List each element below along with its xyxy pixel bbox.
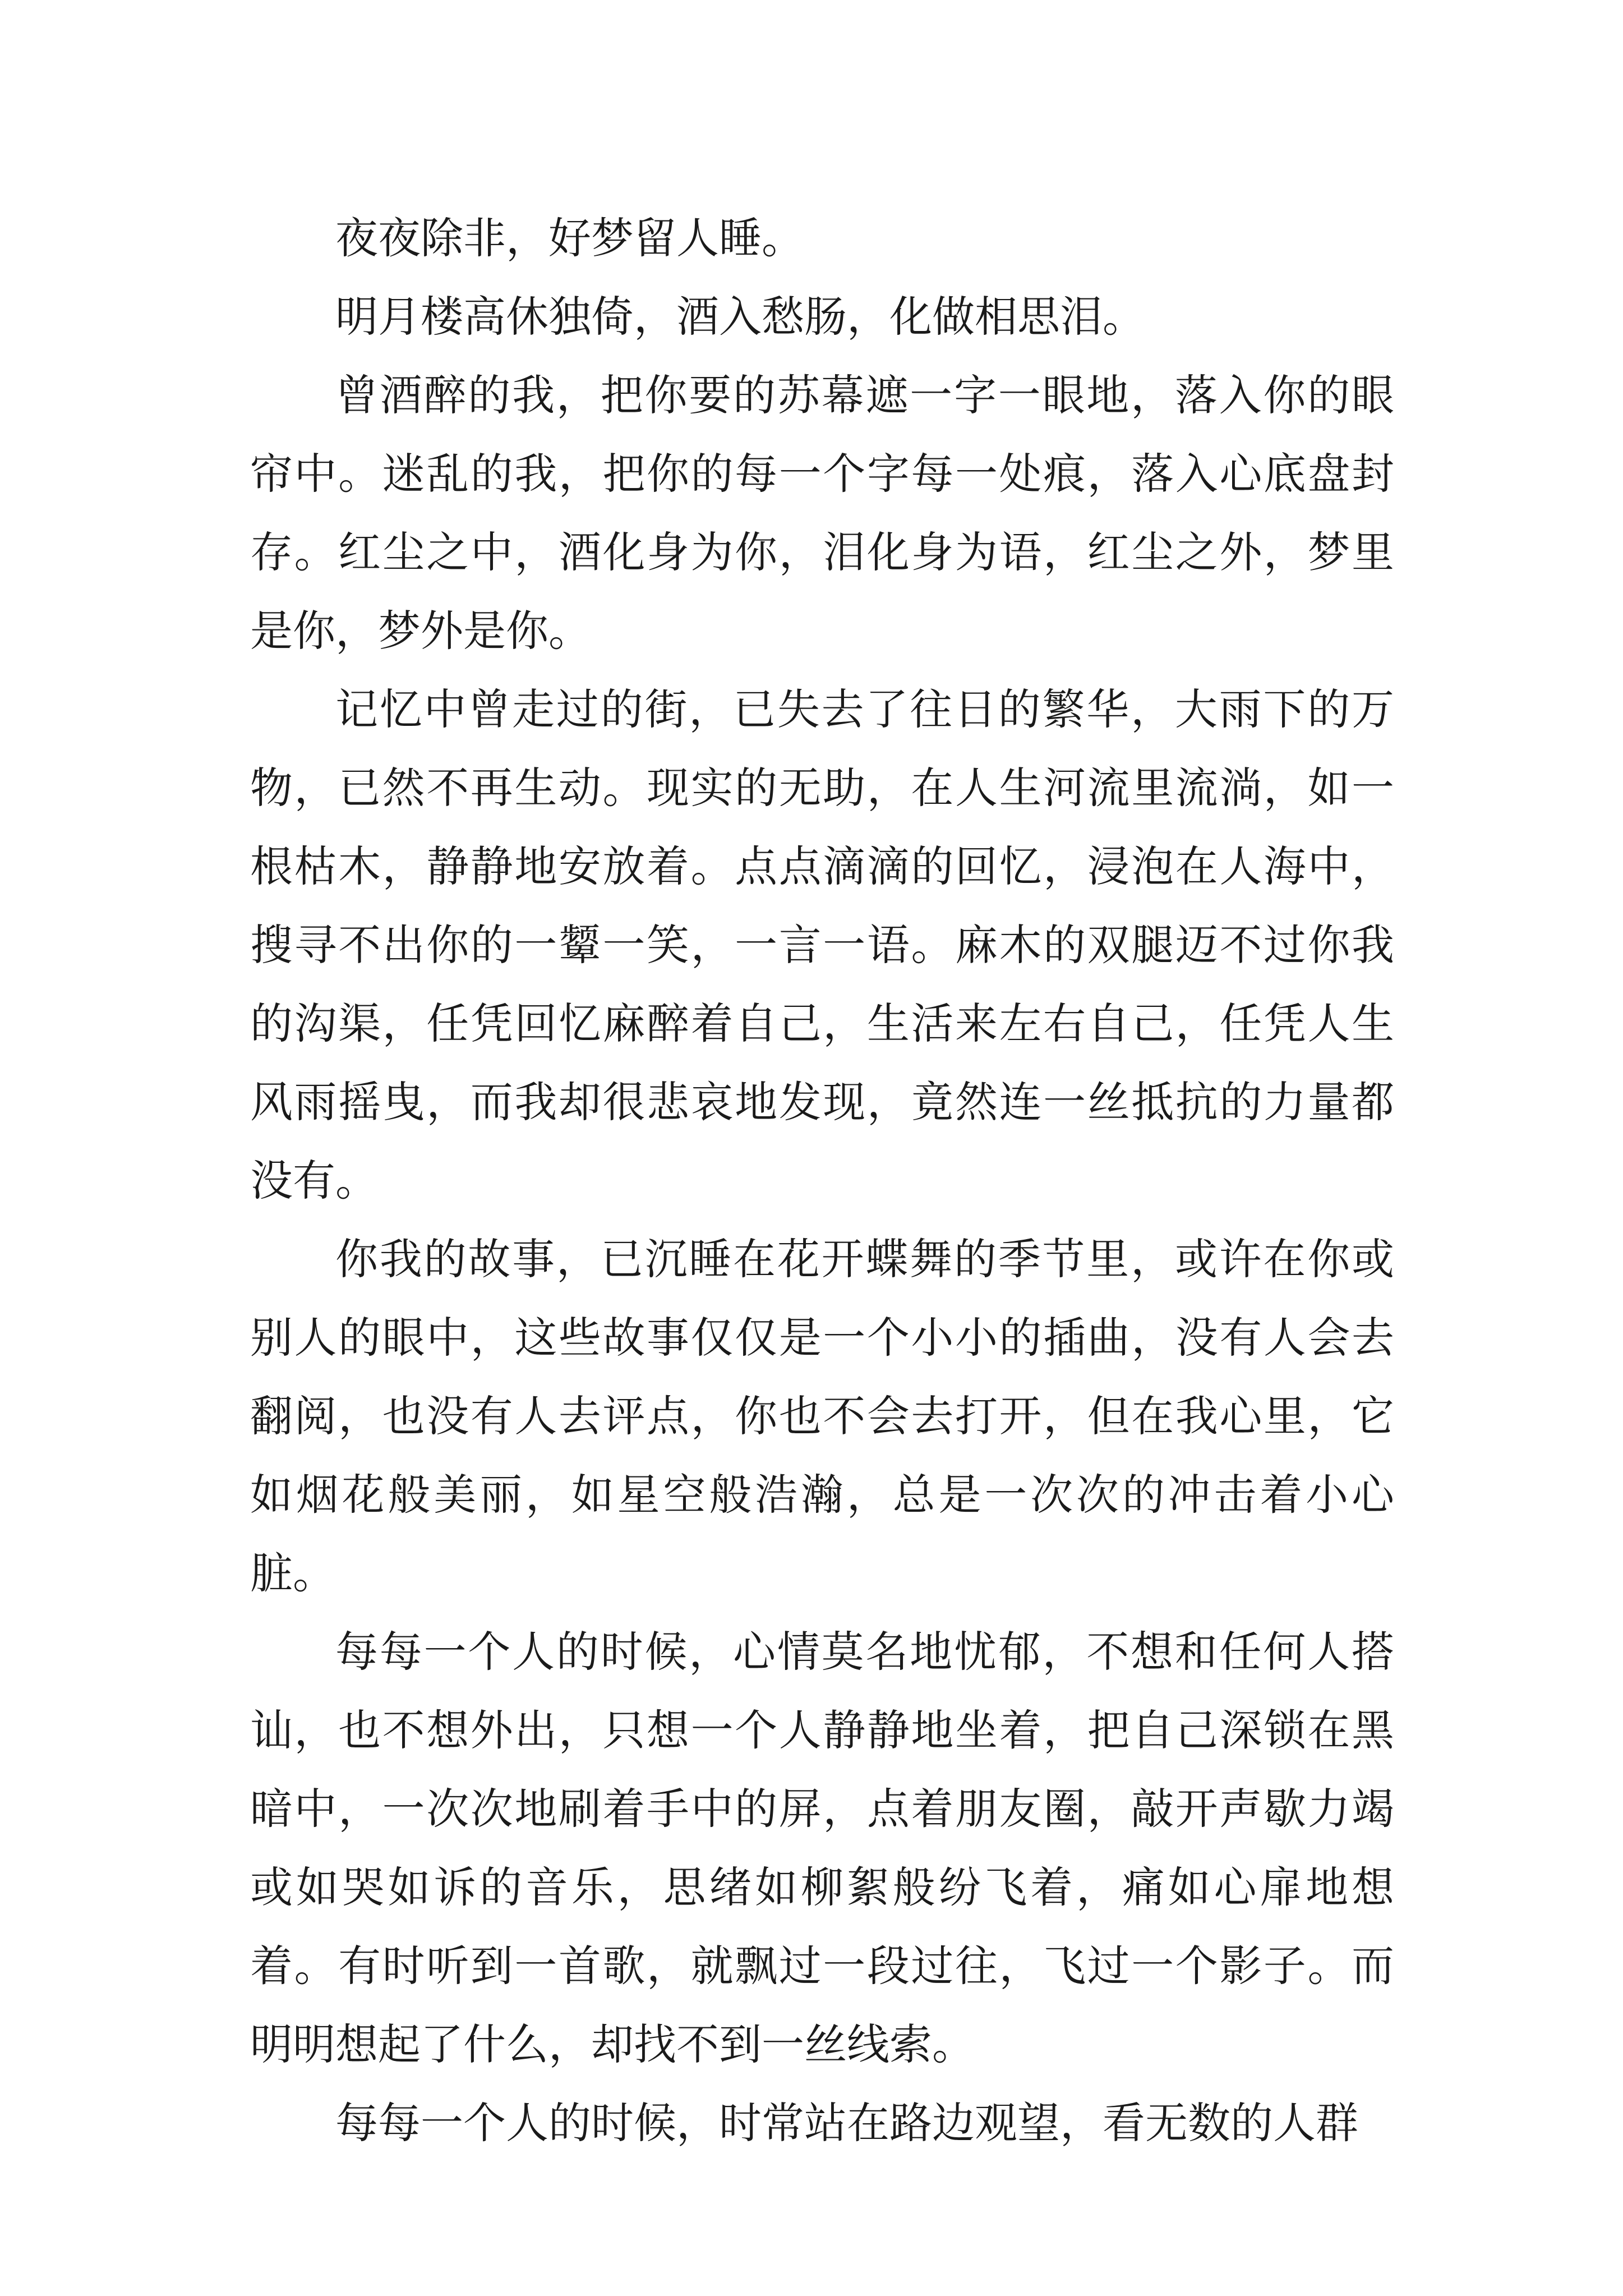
- paragraph: 每每一个人的时候，时常站在路边观望，看无数的人群: [335, 2098, 1358, 2148]
- body-text: [250, 199, 1394, 2162]
- paragraph: 夜夜除非，好梦留人睡。: [335, 213, 804, 263]
- paragraph: 你我的故事，已沉睡在花开蝶舞的季节里，或许在你或别人的眼中，这些故事仅仅是一个小小的插曲，没有人会去翻阅，也没有人去评点，你也不会去打开，但在我心里，它如烟花般美丽，如星空般浩瀚，总是一次次的冲击着小心脏。: [250, 1234, 1394, 1598]
- paragraph: 明月楼高休独倚，酒入愁肠，化做相思泪。: [335, 292, 1145, 342]
- paragraph: 记忆中曾走过的街，已失去了往日的繁华，大雨下的万物，已然不再生动。现实的无助，在人生河流里流淌，如一根枯木，静静地安放着。点点滴滴的回忆，浸泡在人海中，搜寻不出你的一颦一笑，一言一语。麻木的双腿迈不过你我的沟渠，任凭回忆麻醉着自己，生活来左右自己，任凭人生风雨摇曳，而我却很悲哀地发现，竟然连一丝抵抗的力量都没有。: [250, 684, 1394, 1205]
- paragraph: 曾酒醉的我，把你要的苏幕遮一字一眼地，落入你的眼帘中。迷乱的我，把你的每一个字每一处痕，落入心底盘封存。红尘之中，酒化身为你，泪化身为语，红尘之外，梦里是你，梦外是你。: [250, 370, 1394, 656]
- paragraph: 每每一个人的时候，心情莫名地忧郁，不想和任何人搭讪，也不想外出，只想一个人静静地坐着，把自己深锁在黑暗中，一次次地刷着手中的屏，点着朋友圈，敲开声歇力竭或如哭如诉的音乐，思绪如柳絮般纷飞着，痛如心扉地想着。有时听到一首歌，就飘过一段过往，飞过一个影子。而明明想起了什么，却找不到一丝线索。: [250, 1627, 1394, 2069]
